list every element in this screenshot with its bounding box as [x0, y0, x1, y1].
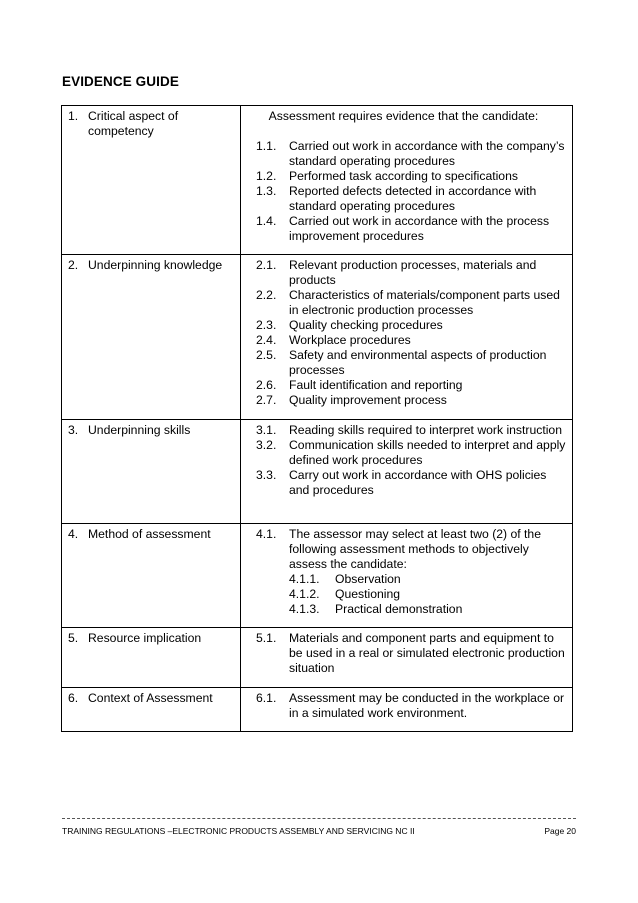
item-text: Quality improvement process: [289, 393, 447, 407]
footer-title: TRAINING REGULATIONS –ELECTRONIC PRODUCTS ASSEMBLY AND SERVICING NC II: [62, 826, 415, 836]
item-text: Fault identification and reporting: [289, 378, 463, 392]
item-text: Materials and component parts and equipment to be used in a real or simulated electronic production situation: [289, 631, 565, 675]
evidence-cell: [241, 420, 573, 524]
criteria-label: Critical aspect of competency: [88, 109, 179, 138]
table-row: [62, 420, 573, 524]
criteria-label: Context of Assessment: [88, 691, 213, 705]
list-item: [256, 214, 568, 244]
list-item: [256, 288, 568, 318]
item-number: 3.1.: [256, 423, 277, 437]
criteria-number: 3.: [68, 423, 79, 437]
item-number: 2.7.: [256, 393, 277, 407]
evidence-cell: [241, 106, 573, 255]
sub-item: [289, 602, 568, 617]
list-item: [256, 423, 568, 438]
list-item: [256, 318, 568, 333]
criteria-label: Underpinning knowledge: [88, 258, 223, 272]
criteria-number: 5.: [68, 631, 79, 645]
list-item: [256, 348, 568, 378]
table-row: [62, 628, 573, 688]
list-item: [256, 468, 568, 498]
criteria-label: Method of assessment: [88, 527, 211, 541]
item-number: 4.1.3.: [289, 602, 320, 616]
item-text: Performed task according to specifications: [289, 169, 518, 183]
criteria-number: 2.: [68, 258, 79, 272]
item-number: 4.1.: [256, 527, 277, 541]
evidence-cell: [241, 524, 573, 628]
list-item: [256, 258, 568, 288]
item-text: Questioning: [335, 587, 401, 601]
item-text: Carried out work in accordance with the company’s standard operating procedures: [289, 139, 565, 168]
item-number: 4.1.1.: [289, 572, 320, 586]
item-text: Assessment may be conducted in the workplace or in a simulated work environment.: [289, 691, 565, 720]
item-text: Quality checking procedures: [289, 318, 443, 332]
item-text: Observation: [335, 572, 401, 586]
item-text: Safety and environmental aspects of production processes: [289, 348, 547, 377]
item-text: Reported defects detected in accordance with standard operating procedures: [289, 184, 537, 213]
item-number: 1.1.: [256, 139, 277, 153]
evidence-guide-table: [61, 105, 573, 732]
criteria-number: 6.: [68, 691, 79, 705]
page-number: Page 20: [544, 826, 576, 836]
sub-item: [289, 572, 568, 587]
table-row: [62, 688, 573, 732]
item-number: 3.3.: [256, 468, 277, 482]
evidence-intro: Assessment requires evidence that the candidate:: [268, 109, 539, 123]
evidence-cell: [241, 628, 573, 688]
item-number: 2.4.: [256, 333, 277, 347]
item-number: 2.3.: [256, 318, 277, 332]
item-number: 2.1.: [256, 258, 277, 272]
item-number: 4.1.2.: [289, 587, 320, 601]
evidence-cell: [241, 255, 573, 420]
evidence-cell: [241, 688, 573, 732]
item-number: 1.3.: [256, 184, 277, 198]
item-text: Reading skills required to interpret work instruction: [289, 423, 562, 437]
item-text: Workplace procedures: [289, 333, 411, 347]
criteria-cell: [62, 688, 241, 732]
item-text: Characteristics of materials/component parts used in electronic production processes: [289, 288, 560, 317]
table-row: [62, 255, 573, 420]
item-number: 2.2.: [256, 288, 277, 302]
list-item: [256, 691, 568, 721]
item-number: 2.6.: [256, 378, 277, 392]
item-number: 5.1.: [256, 631, 277, 645]
item-number: 2.5.: [256, 348, 277, 362]
page-footer: [62, 826, 576, 836]
criteria-cell: [62, 106, 241, 255]
criteria-cell: [62, 420, 241, 524]
list-item: [256, 139, 568, 169]
criteria-label: Underpinning skills: [88, 423, 191, 437]
criteria-cell: [62, 255, 241, 420]
list-item: [256, 184, 568, 214]
list-item: [256, 438, 568, 468]
footer-divider: [62, 818, 576, 819]
criteria-label: Resource implication: [88, 631, 202, 645]
table-row: [62, 106, 573, 255]
criteria-number: 1.: [68, 109, 79, 123]
list-item: [256, 393, 568, 408]
item-text: The assessor may select at least two (2) of the following assessment methods to objectively assess the candidate:: [289, 527, 541, 571]
item-number: 6.1.: [256, 691, 277, 705]
list-item: [256, 631, 568, 676]
item-number: 1.2.: [256, 169, 277, 183]
sub-item: [289, 587, 568, 602]
item-text: Relevant production processes, materials and products: [289, 258, 537, 287]
item-number: 1.4.: [256, 214, 277, 228]
item-text: Carried out work in accordance with the process improvement procedures: [289, 214, 550, 243]
criteria-number: 4.: [68, 527, 79, 541]
list-item: [256, 169, 568, 184]
criteria-cell: [62, 524, 241, 628]
item-text: Communication skills needed to interpret and apply defined work procedures: [289, 438, 566, 467]
item-number: 3.2.: [256, 438, 277, 452]
list-item: [256, 333, 568, 348]
list-item: [256, 527, 568, 572]
list-item: [256, 378, 568, 393]
page-heading: EVIDENCE GUIDE: [62, 74, 179, 89]
item-text: Practical demonstration: [335, 602, 463, 616]
criteria-cell: [62, 628, 241, 688]
item-text: Carry out work in accordance with OHS policies and procedures: [289, 468, 547, 497]
table-row: [62, 524, 573, 628]
